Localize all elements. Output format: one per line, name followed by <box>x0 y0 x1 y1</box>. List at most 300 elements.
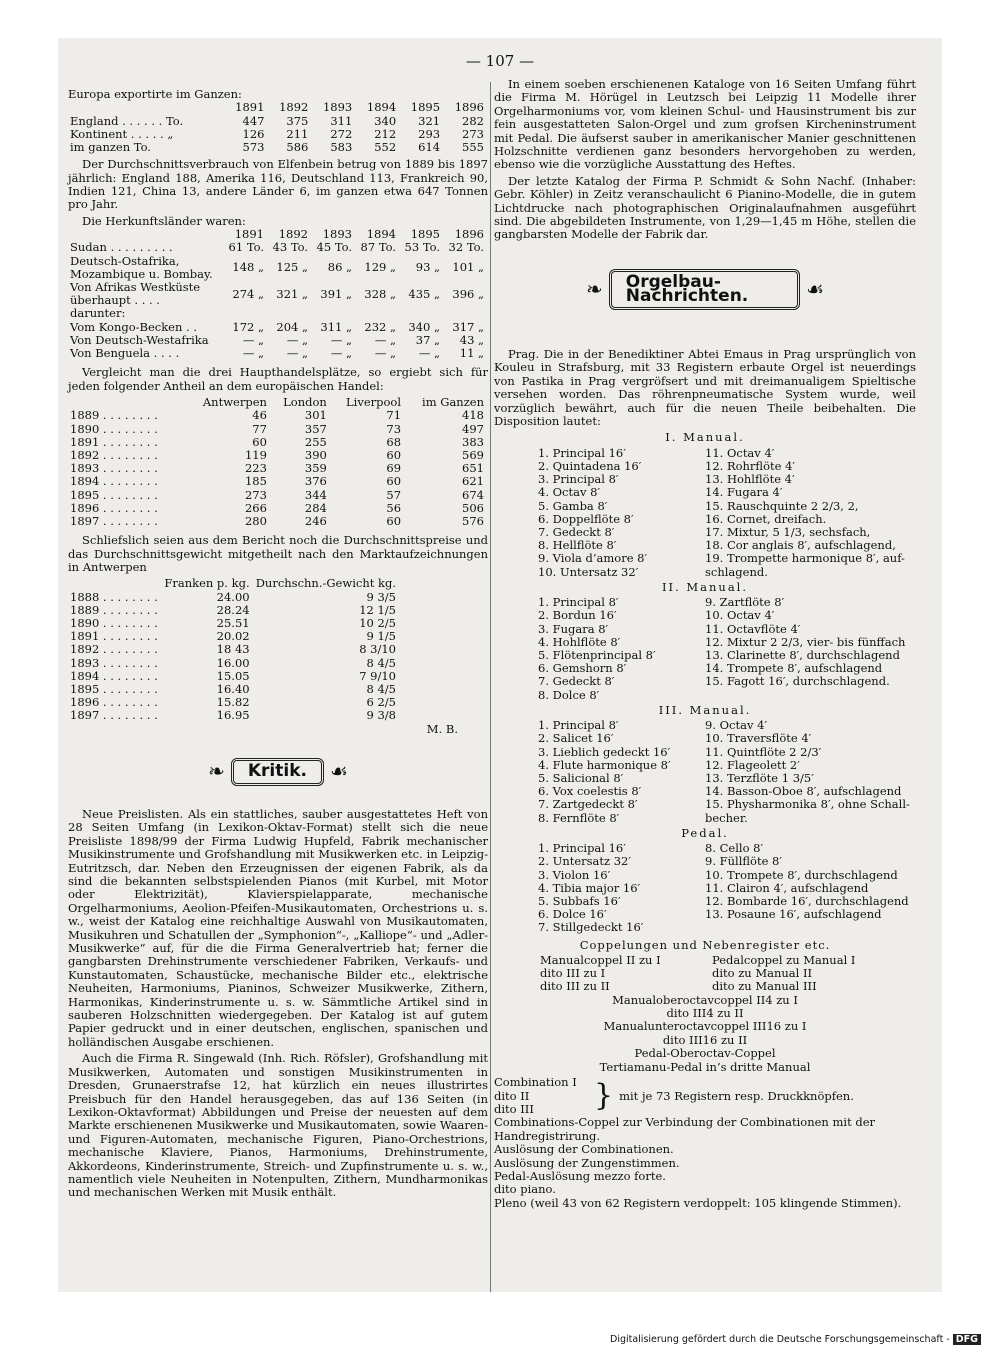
row-label: 1894 . . . . . . . . <box>70 668 158 683</box>
table-cell: 43 To. <box>272 240 308 255</box>
pedal-list <box>494 842 916 934</box>
ornament-icon: ❧ <box>586 277 603 302</box>
table-row <box>68 436 486 449</box>
row-label: 1897 . . . . . . . . <box>70 513 158 528</box>
register-item: 8. Cello 8′ <box>705 841 764 856</box>
table-row <box>68 475 486 488</box>
row-label: 1889 . . . . . . . . <box>70 408 158 423</box>
trade-table <box>68 396 486 528</box>
row-label: 1889 . . . . . . . . <box>70 602 158 617</box>
row-label: 1890 . . . . . . . . <box>70 421 158 436</box>
table-row <box>68 515 486 528</box>
footer <box>610 1334 981 1345</box>
origin-intro: Die Herkunftsländer waren: <box>82 213 246 228</box>
column-header: 1892 <box>278 227 308 242</box>
ornament-icon: ☙ <box>806 277 824 302</box>
table-cell: 418 <box>462 408 484 423</box>
table-cell: 376 <box>304 474 327 489</box>
table-cell: 583 <box>330 140 353 155</box>
table-cell: 56 <box>386 500 402 515</box>
register-item: 8. Fernflöte 8′ <box>538 810 620 825</box>
table-cell: 119 <box>244 447 267 462</box>
coppel-line: dito III4 zu II <box>666 1006 744 1021</box>
coppel-item: dito zu Manual III <box>712 979 817 994</box>
row-label: 1888 . . . . . . . . <box>70 589 158 604</box>
coppel-list <box>494 954 916 994</box>
register-item: 14. Fugara 4′ <box>705 485 783 500</box>
register-line: Auslösung der Combinationen. <box>494 1142 674 1157</box>
column-header: 1895 <box>410 227 440 242</box>
row-label: darunter: <box>70 306 126 321</box>
register-item: becher. <box>705 810 748 825</box>
register-item: 6. Vox coelestis 8′ <box>538 784 642 799</box>
paragraph: Der Durchschnittsverbrauch von Elfenbein betrug von 1889 bis 1897 jährlich: England 188, Amerika 116, Deutschland 113, Frankreich 90, Indien 121, China 13, andere Länder 6, im ganzen etwa 647 Tonnen pro Jahr. <box>68 157 488 212</box>
register-item: 4. Hohlflöte 8′ <box>538 634 621 649</box>
pedal-title: Pedal. <box>681 825 729 840</box>
register-line: Combinations-Coppel zur Verbindung der Combinationen mit der Handregistrirung. <box>494 1115 876 1143</box>
register-item: 9. Octav 4′ <box>705 718 768 733</box>
table-cell: 93 „ <box>415 260 440 275</box>
column-header: 1894 <box>366 227 396 242</box>
table-cell: 15.05 <box>216 668 250 683</box>
column-header: 1896 <box>454 227 484 242</box>
register-item: 8. Dolce 8′ <box>538 687 600 702</box>
register-item: 2. Salicet 16′ <box>538 731 614 746</box>
paragraph: Der letzte Katalog der Firma P. Schmidt & Sohn Nachf. (Inhaber: Gebr. Köhler) in Zeitz veranschaulicht 6 Pianino-Modelle, die in gutem Lichtdrucke nach photographischen Originalaufnahmen ausgeführt sind. Die abgebildeten Instrumente, von 1,29—1,45 m Höhe, stellen die gangbarsten Modelle der Fabrik dar. <box>494 173 916 242</box>
table-cell: 125 „ <box>276 260 308 275</box>
register-item: 14. Basson-Oboe 8′, aufschlagend <box>705 784 902 799</box>
register-item: 16. Cornet, dreifach. <box>705 511 827 526</box>
row-label: 1893 . . . . . . . . <box>70 461 158 476</box>
column-header: im Ganzen <box>422 395 484 410</box>
register-line: Auslösung der Zungenstimmen. <box>494 1155 680 1170</box>
table-cell: 344 <box>304 487 327 502</box>
table-cell: 16.00 <box>216 655 250 670</box>
register-item: 8. Hellflöte 8′ <box>538 538 617 553</box>
table-cell: 126 <box>242 126 265 141</box>
table-cell: 6 2/5 <box>366 695 396 710</box>
column-header: 1893 <box>322 227 352 242</box>
register-item: 12. Bombarde 16′, durchschlagend <box>705 894 909 909</box>
register-item: 13. Clarinette 8′, durchschlagend <box>705 647 900 662</box>
paragraph: Prag. Die in der Benediktiner Abtei Emaus in Prag ursprünglich von Kouleu in Strafsburg, mit 33 Registern erbaute Orgel ist neuerdings von Pastika in Prag vergröfsert und mit dreimanualigem Spieltische versehen worden. Das röhrenpneumatische System wurde, weil vorzüglich bewährt, auch für die neuen Theile beibehalten. Die Disposition lautet: <box>494 346 916 428</box>
row-label: Kontinent . . . . . „ <box>70 126 174 141</box>
register-item: 13. Hohlflöte 4′ <box>705 472 795 487</box>
table-cell: 280 <box>244 513 267 528</box>
paragraph: In einem soeben erschienenen Kataloge von 16 Seiten Umfang führt die Firma M. Hörügel in Leutzsch bei Leipzig 11 Modelle ihrer Orgelharmoniums vor, vom kleinen Schul- und Hausinstrument bis zur fein ausgestatteten Salon-Orgel und zum grofsen Kircheninstrument mit Pedal. Die äufserst sauber in amerikanischer Manier geschnittenen Holzschnitte verdienen ganz besonders hervorgehoben zu werden, ebenso wie die vorzügliche Ausstattung des Heftes. <box>494 77 916 172</box>
table-cell: 37 „ <box>415 332 440 347</box>
table-row <box>68 709 398 722</box>
coppel-line: Manualunteroctavcoppel III16 zu I <box>603 1019 807 1034</box>
table-cell: 25.51 <box>216 615 250 630</box>
table-cell: 32 To. <box>448 240 484 255</box>
table-cell: 8 4/5 <box>366 681 396 696</box>
register-item: 7. Gedeckt 8′ <box>538 674 615 689</box>
combination-item: dito II <box>494 1088 530 1103</box>
table-row <box>68 670 398 683</box>
register-item: 3. Violon 16′ <box>538 867 611 882</box>
table-cell <box>354 307 398 320</box>
table-cell: 359 <box>304 461 327 476</box>
row-label: 1894 . . . . . . . . <box>70 474 158 489</box>
register-item: 15. Physharmonika 8′, ohne Schall- <box>705 797 910 812</box>
paragraph: Schliefslich seien aus dem Bericht noch die Durchschnittspreise und das Durchschnittsgewicht mitgetheilt nach den Marktaufzeichnungen in Antwerpen <box>68 533 488 574</box>
table-row <box>68 502 486 515</box>
register-item: 18. Cor anglais 8′, aufschlagend, <box>705 538 896 553</box>
table-cell: 552 <box>374 140 397 155</box>
register-item: schlagend. <box>705 564 768 579</box>
column-header: 1893 <box>322 100 353 115</box>
register-item: 5. Subbafs 16′ <box>538 894 621 909</box>
dfg-logo: DFG <box>953 1334 981 1345</box>
register-item: 10. Octav 4′ <box>705 608 775 623</box>
table-row <box>68 657 398 670</box>
kritik-banner <box>153 746 403 798</box>
paragraph: Auch die Firma R. Singewald (Inh. Rich. Röfsler), Grofshandlung mit Musikwerken, Automaten und sonstigen Musikinstrumenten in Dresden, Grunaerstrafse 12, hat kürzlich ein neues illustrirtes Preisbuch für den Handel herausgegeben, das auf 136 Seiten (in Lexikon-Oktavformat) Abbildungen und Preise der neuesten auf dem Markte erschienenen Musikwerke und Musikautomaten, sowie Waaren- und Figuren-Automaten, mechanische Figuren, Piano-Orchestrions, mechanische Klaviere, Pianos, Harmoniums, Drehinstrumente, Akkordeons, Kinderinstrumente, Streich- und Zupfinstrumente u. s. w., namentlich viele Neuheiten in Notenpulten, Zithern, Mundharmonikas und mechanischen Werken mit Musik enthält. <box>68 1051 488 1200</box>
row-label: 1895 . . . . . . . . <box>70 681 158 696</box>
row-label: 1897 . . . . . . . . <box>70 708 158 723</box>
page-number: — 107 — <box>465 52 535 70</box>
column-header: 1892 <box>279 100 309 115</box>
row-label: 1892 . . . . . . . . <box>70 447 158 462</box>
register-line: Pedal-Auslösung mezzo forte. <box>494 1168 666 1183</box>
table-row <box>68 307 486 320</box>
register-item: 9. Füllflöte 8′ <box>705 854 782 869</box>
column-header: Durchschn.-Gewicht kg. <box>255 576 396 591</box>
table-cell: 20.02 <box>216 629 250 644</box>
register-item: 2. Bordun 16′ <box>538 608 617 623</box>
ornament-icon: ☙ <box>329 759 348 784</box>
table-cell: 311 „ <box>320 319 352 334</box>
register-item: 1. Principal 8′ <box>538 718 619 733</box>
table-cell: 8 4/5 <box>366 655 396 670</box>
table-cell: 211 <box>286 126 309 141</box>
register-item: 5. Salicional 8′ <box>538 771 624 785</box>
manual2-list <box>494 596 916 702</box>
table-cell: — „ <box>286 346 308 361</box>
table-cell: — „ <box>418 346 440 361</box>
register-item: 3. Principal 8′ <box>538 472 619 487</box>
row-label: 1891 . . . . . . . . <box>70 629 158 644</box>
table-row <box>68 591 398 604</box>
table-cell: 43 „ <box>459 332 484 347</box>
table-cell: 9 3/5 <box>366 589 396 604</box>
row-label: 1891 . . . . . . . . <box>70 434 158 449</box>
table-cell: 651 <box>462 461 484 476</box>
table-cell: 16.40 <box>216 681 250 696</box>
register-item: 3. Lieblich gedeckt 16′ <box>538 744 671 759</box>
row-label: Sudan . . . . . . . . . <box>70 240 173 255</box>
table-cell <box>68 101 223 114</box>
table-cell: 614 <box>418 140 441 155</box>
table-cell: 273 <box>462 126 484 141</box>
table-cell: 255 <box>304 434 327 449</box>
table-row <box>68 255 486 281</box>
table-cell: 61 To. <box>228 240 264 255</box>
manual1-list <box>494 447 916 579</box>
row-label: 1896 . . . . . . . . <box>70 695 158 710</box>
row-label: Vom Kongo-Becken . . <box>70 319 198 334</box>
table-cell: — „ <box>374 332 396 347</box>
table-cell <box>310 307 354 320</box>
row-label: 1893 . . . . . . . . <box>70 655 158 670</box>
register-item: 11. Octav 4′ <box>705 445 775 460</box>
coppel-item: dito III zu I <box>540 966 606 981</box>
register-item: 12. Flageolett 2′ <box>705 757 800 772</box>
register-item: 12. Mixtur 2 2/3, vier- bis fünffach <box>705 634 906 649</box>
table-cell: 11 „ <box>459 346 484 361</box>
register-item: 14. Trompete 8′, aufschlagend <box>705 661 883 676</box>
table-cell: 272 <box>330 126 353 141</box>
table-cell: 60 <box>386 474 402 489</box>
table-cell <box>68 577 161 590</box>
orgel-banner <box>580 264 830 316</box>
table-cell: 129 „ <box>364 260 396 275</box>
table-row <box>68 604 398 617</box>
row-label: 1896 . . . . . . . . <box>70 500 158 515</box>
register-item: 6. Gemshorn 8′ <box>538 661 627 676</box>
table-cell: 223 <box>244 461 267 476</box>
table-row <box>68 141 486 154</box>
coppel-title: Coppelungen und Nebenregister etc. <box>579 937 831 952</box>
export-table <box>68 101 486 154</box>
register-item: 3. Fugara 8′ <box>538 621 609 636</box>
table-cell: 282 <box>462 113 484 128</box>
paragraph: Neue Preislisten. Als ein stattliches, sauber ausgestattetes Heft von 28 Seiten Umfang (in Lexikon-Oktav-Format) stellt sich die neue Preisliste 1898/99 der Firma Ludwig Hupfeld, Fabrik mechanischer Musikinstrumente und Grofshandlung mit Musikwerken etc. in Leipzig-Eutritzsch, dar. Neben den Erzeugnissen der eigenen Fabrik, als da sind die bekannten selbstspielenden Pianos (mit Kurbel, mit Motor oder Elektrizität), Klavierspielapparate, mechanische Orgelharmoniums, Aeolion-Pfeifen-Musikautomaten, Orchestrions u. s. w., weist der Katalog eine reichhaltige Auswahl von Musikautomaten, Musikuhren und Schatullen der „Symphonion“-, „Kalliope“- und „Adler-Musikwerke“ auf, für die die Firma Generalvertrieb hat; ferner die gangbarsten Drehinstrumente verschiedener Fabriken, Verkaufs- und Kunstautomaten, Schaustücke, mechanische Bilder etc., elektrische Neuheiten, Harmoniums, Pianinos, Schweizer Musikwerke, Zithern, Harmonikas, Kinderinstrumente u. s. w. Sämmtliche Artikel sind in sauberen Holzschnitten wiedergegeben. Der Katalog ist auf gutem Papier gedruckt und in einer deutschen, englischen, spanischen und holländischen Ausgabe erschienen. <box>68 806 488 1049</box>
table-row <box>68 241 486 254</box>
register-item: 10. Untersatz 32′ <box>538 564 639 579</box>
table-cell: 60 <box>386 447 402 462</box>
column-header: 1894 <box>366 100 397 115</box>
brace: } <box>594 1078 614 1114</box>
table-cell: 321 „ <box>276 286 308 301</box>
table-cell: 573 <box>242 140 265 155</box>
row-label: Von Benguela . . . . <box>70 346 180 361</box>
row-label: Von Deutsch-Westafrika <box>70 332 209 347</box>
row-label: England . . . . . . To. <box>70 113 184 128</box>
coppel-line: Manualoberoctavcoppel II4 zu I <box>612 992 798 1007</box>
table-cell: 9 3/8 <box>366 708 396 723</box>
row-label: 1890 . . . . . . . . <box>70 615 158 630</box>
coppel-line: dito III16 zu II <box>662 1032 748 1047</box>
register-item: 4. Flute harmonique 8′ <box>538 757 671 772</box>
table-row <box>68 643 398 656</box>
table-cell: 16.95 <box>216 708 250 723</box>
register-item: 10. Traversflöte 4′ <box>705 731 812 746</box>
table-row <box>68 409 486 422</box>
manual2-title: II. Manual. <box>661 579 749 594</box>
table-cell: 375 <box>286 113 309 128</box>
table-cell <box>442 307 486 320</box>
table-cell: 185 <box>244 474 267 489</box>
table-cell: 60 <box>386 513 402 528</box>
left-column <box>68 88 488 1203</box>
kritik-title: Kritik. <box>231 758 324 785</box>
table-cell: 60 <box>252 434 267 449</box>
manual1-title: I. Manual. <box>665 430 745 445</box>
column-header: Antwerpen <box>202 395 267 410</box>
register-item <box>705 689 910 702</box>
coppel-item: dito III zu II <box>540 979 610 994</box>
table-cell: 86 „ <box>327 260 352 275</box>
column-header: Liverpool <box>346 395 402 410</box>
ornament-icon: ❧ <box>208 759 225 784</box>
register-item: 4. Tibia major 16′ <box>538 880 641 895</box>
column-header: Franken p. kg. <box>164 576 250 591</box>
register-item: 9. Viola d’amore 8′ <box>538 551 648 566</box>
table-cell: 77 <box>252 421 267 436</box>
table-cell: 28.24 <box>216 602 250 617</box>
table-row <box>68 489 486 502</box>
table-cell: 172 „ <box>232 319 264 334</box>
table-cell <box>266 307 310 320</box>
table-cell: 569 <box>462 447 484 462</box>
table-cell: 274 „ <box>232 286 264 301</box>
coppel-lines <box>494 994 916 1074</box>
table-cell: 621 <box>462 474 484 489</box>
register-item: 19. Trompette harmonique 8′, auf- <box>705 551 905 566</box>
table-cell: 383 <box>462 434 484 449</box>
table-cell: 18 43 <box>216 642 250 657</box>
table-cell: 293 <box>418 126 441 141</box>
register-item: 2. Quintadena 16′ <box>538 458 642 473</box>
row-label: Von Afrikas Westküste überhaupt . . . . <box>70 280 201 308</box>
register-item: 5. Flötenprincipal 8′ <box>538 647 656 662</box>
final-lines <box>494 1116 916 1210</box>
combination-note: mit je 73 Registern resp. Druckknöpfen. <box>619 1088 854 1103</box>
table-cell: 45 To. <box>316 240 352 255</box>
column-header: London <box>283 395 327 410</box>
table-cell: 46 <box>252 408 267 423</box>
table-cell: 101 „ <box>452 260 484 275</box>
register-item: 7. Stillgedeckt 16′ <box>538 920 644 935</box>
register-item: 15. Rauschquinte 2 2/3, 2, <box>705 498 859 513</box>
coppel-line: Pedal-Oberoctav-Coppel <box>634 1046 776 1061</box>
table-cell: 391 „ <box>320 286 352 301</box>
register-item: 13. Posaune 16′, aufschlagend <box>705 907 882 922</box>
register-item: 13. Terzflöte 1 3/5′ <box>705 771 814 785</box>
coppel-item: Pedalcoppel zu Manual I <box>712 953 856 968</box>
register-item: 9. Zartflöte 8′ <box>705 595 785 610</box>
table-cell: — „ <box>286 332 308 347</box>
register-item: 7. Gedeckt 8′ <box>538 524 615 539</box>
row-label: Deutsch-Ostafrika, Mozambique u. Bombay. <box>70 253 213 281</box>
table-cell: 68 <box>386 434 402 449</box>
header-row <box>68 101 486 114</box>
coppel-line: Tertiamanu-Pedal in’s dritte Manual <box>599 1059 811 1074</box>
table-cell: 69 <box>386 461 402 476</box>
table-cell: 506 <box>462 500 484 515</box>
combination-item: Combination I <box>494 1075 577 1090</box>
register-item: 11. Quintflöte 2 2/3′ <box>705 744 822 759</box>
manual3-list <box>494 719 916 825</box>
table-row <box>68 321 486 334</box>
orgel-title: Orgelbau-Nachrichten. <box>609 269 800 310</box>
table-cell: 266 <box>244 500 267 515</box>
column-divider <box>490 82 491 1292</box>
table-cell: 586 <box>286 140 309 155</box>
table-cell: 57 <box>386 487 402 502</box>
column-header: 1895 <box>410 100 441 115</box>
footer-text: Digitalisierung gefördert durch die Deutsche Forschungsgemeinschaft - <box>610 1334 950 1345</box>
table-cell: 555 <box>462 140 484 155</box>
table-cell: 273 <box>244 487 267 502</box>
table-cell: 396 „ <box>452 286 484 301</box>
table-cell: 340 „ <box>408 319 440 334</box>
header-row <box>68 577 398 590</box>
table-cell: 9 1/5 <box>366 629 396 644</box>
row-label: 1895 . . . . . . . . <box>70 487 158 502</box>
table-cell: 73 <box>386 421 402 436</box>
table-cell: — „ <box>242 346 264 361</box>
register-item: 5. Gamba 8′ <box>538 498 608 513</box>
table-cell: 390 <box>304 447 327 462</box>
right-column <box>494 78 916 1210</box>
register-item: 7. Zartgedeckt 8′ <box>538 797 638 812</box>
register-item: 4. Octav 8′ <box>538 485 601 500</box>
price-table <box>68 577 398 722</box>
combination-list <box>494 1076 594 1116</box>
table-cell: 576 <box>462 513 484 528</box>
register-item: 1. Principal 16′ <box>538 445 626 460</box>
table-cell: 7 9/10 <box>359 668 396 683</box>
table-row <box>68 347 486 360</box>
combination-block <box>494 1076 916 1116</box>
column-header: 1891 <box>235 100 265 115</box>
register-item: 6. Dolce 16′ <box>538 907 607 922</box>
table-cell: 12 1/5 <box>359 602 396 617</box>
register-item: 1. Principal 16′ <box>538 841 626 856</box>
table-cell: 317 „ <box>452 319 484 334</box>
register-item: 15. Fagott 16′, durchschlagend. <box>705 674 890 689</box>
table-cell: — „ <box>330 332 352 347</box>
table-cell: 10 2/5 <box>359 615 396 630</box>
signature: M. B. <box>426 721 458 736</box>
register-item: 6. Doppelflöte 8′ <box>538 511 634 526</box>
table-cell: 328 „ <box>364 286 396 301</box>
table-cell: 246 <box>304 513 327 528</box>
coppel-item: dito zu Manual II <box>712 966 813 981</box>
table-cell <box>398 307 442 320</box>
origin-table <box>68 228 486 360</box>
row-label: 1892 . . . . . . . . <box>70 642 158 657</box>
register-item: 12. Rohrflöte 4′ <box>705 458 796 473</box>
register-line: Pleno (weil 43 von 62 Registern verdoppelt: 105 klingende Stimmen). <box>494 1195 902 1210</box>
table-cell: 435 „ <box>408 286 440 301</box>
coppel-item: Manualcoppel II zu I <box>540 953 661 968</box>
register-item: 11. Octavflöte 4′ <box>705 621 801 636</box>
table-cell: 24.00 <box>216 589 250 604</box>
table-cell <box>222 307 266 320</box>
export-intro: Europa exportirte im Ganzen: <box>68 87 242 101</box>
column-header: 1891 <box>234 227 264 242</box>
table-cell: 53 To. <box>404 240 440 255</box>
table-cell: 311 <box>330 113 353 128</box>
column-header: 1896 <box>454 100 484 115</box>
register-line: dito piano. <box>494 1182 556 1197</box>
table-cell: 212 <box>374 126 397 141</box>
table-cell: 340 <box>374 113 397 128</box>
table-cell: 204 „ <box>276 319 308 334</box>
paragraph: Vergleicht man die drei Haupthandelsplätze, so ergiebt sich für jeden folgender Antheil an dem europäischen Handel: <box>68 365 488 393</box>
table-cell: — „ <box>242 332 264 347</box>
register-item: 1. Principal 8′ <box>538 595 619 610</box>
table-cell: 447 <box>242 113 265 128</box>
table-cell: 357 <box>304 421 327 436</box>
table-cell: — „ <box>330 346 352 361</box>
table-cell: 148 „ <box>232 260 264 275</box>
table-cell: 15.82 <box>216 695 250 710</box>
